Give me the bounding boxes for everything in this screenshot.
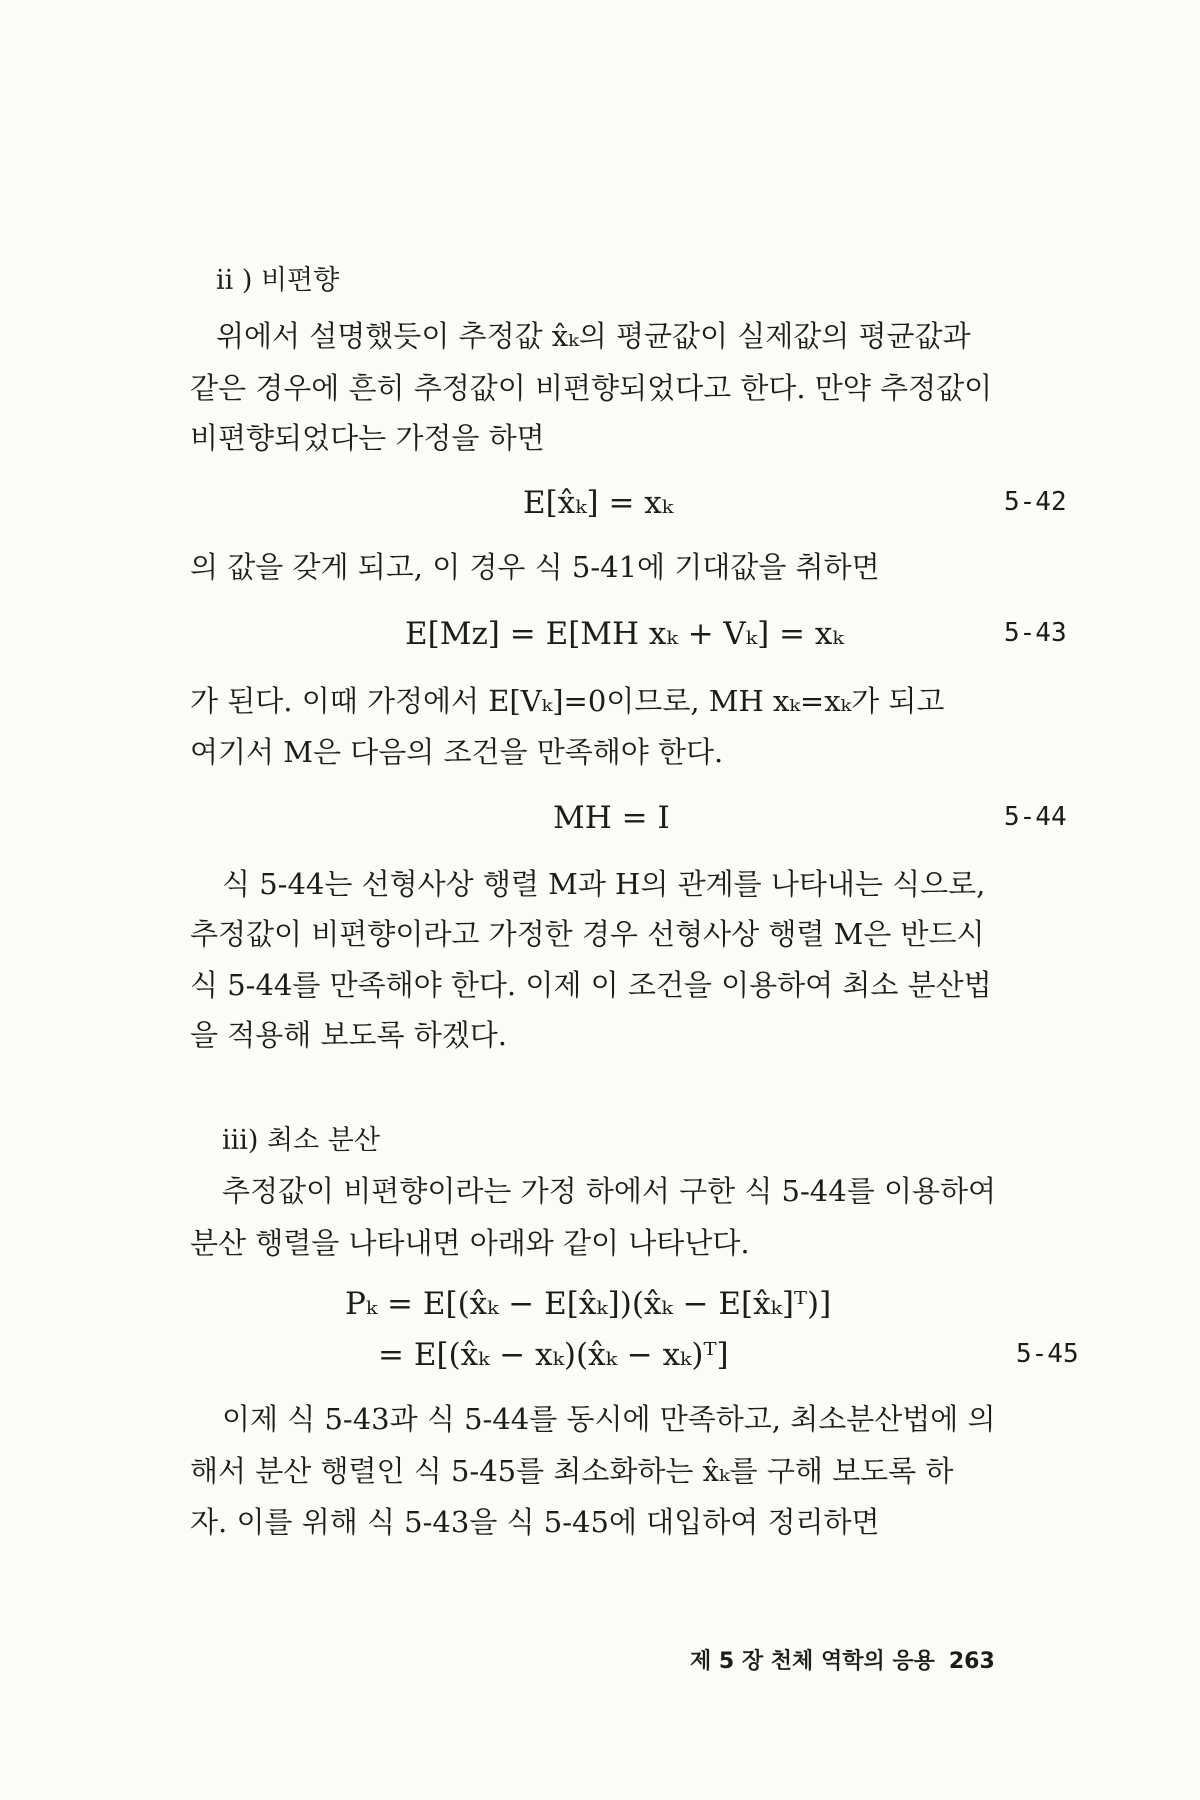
- paragraph-line: 해서 분산 행렬인 식 5-45를 최소화하는 x̂ₖ를 구해 보도록 하: [190, 1454, 954, 1488]
- section-ii-heading: ii ) 비편향: [216, 265, 340, 296]
- equation-5-44: MH = I: [553, 800, 670, 836]
- equation-number: 5-45: [1016, 1339, 1079, 1369]
- equation-5-43: E[Mz] = E[MH xₖ + Vₖ] = xₖ: [405, 616, 844, 652]
- paragraph-line: 같은 경우에 흔히 추정값이 비편향되었다고 한다. 만약 추정값이: [190, 371, 993, 405]
- paragraph-line: 자. 이를 위해 식 5-43을 식 5-45에 대입하여 정리하면: [190, 1505, 880, 1539]
- paragraph-line: 가 된다. 이때 가정에서 E[Vₖ]=0이므로, MH xₖ=xₖ가 되고: [190, 684, 945, 718]
- chapter-title: 제 5 장 천체 역학의 응용: [690, 1649, 935, 1674]
- equation-number: 5-44: [1004, 802, 1067, 832]
- section-iii-heading: iii) 최소 분산: [222, 1125, 380, 1156]
- page-number: 263: [948, 1649, 995, 1674]
- paragraph-line: 분산 행렬을 나타내면 아래와 같이 나타난다.: [190, 1226, 750, 1260]
- paragraph-line: 식 5-44는 선형사상 행렬 M과 H의 관계를 나타내는 식으로,: [222, 867, 986, 901]
- paragraph-line: 의 값을 갖게 되고, 이 경우 식 5-41에 기대값을 취하면: [190, 550, 880, 584]
- equation-number: 5-43: [1004, 618, 1067, 648]
- equation-number: 5-42: [1004, 487, 1067, 517]
- paragraph-line: 이제 식 5-43과 식 5-44를 동시에 만족하고, 최소분산법에 의: [222, 1402, 996, 1436]
- paragraph-line: 을 적용해 보도록 하겠다.: [190, 1018, 508, 1052]
- paragraph-line: 식 5-44를 만족해야 한다. 이제 이 조건을 이용하여 최소 분산법: [190, 968, 992, 1002]
- paragraph-line: 위에서 설명했듯이 추정값 x̂ₖ의 평균값이 실제값의 평균값과: [216, 319, 971, 353]
- equation-5-45-line2: = E[(x̂ₖ − xₖ)(x̂ₖ − xₖ)ᵀ]: [378, 1337, 729, 1373]
- paragraph-line: 비편향되었다는 가정을 하면: [190, 421, 545, 455]
- paragraph-line: 추정값이 비편향이라는 가정 하에서 구한 식 5-44를 이용하여: [222, 1174, 997, 1208]
- paragraph-line: 여기서 M은 다음의 조건을 만족해야 한다.: [190, 735, 724, 769]
- equation-5-42: E[x̂ₖ] = xₖ: [523, 485, 674, 521]
- page-footer: [690, 1644, 995, 1675]
- equation-5-45-line1: Pₖ = E[(x̂ₖ − E[x̂ₖ])(x̂ₖ − E[x̂ₖ]ᵀ)]: [345, 1286, 832, 1322]
- paragraph-line: 추정값이 비편향이라고 가정한 경우 선형사상 행렬 M은 반드시: [190, 917, 985, 951]
